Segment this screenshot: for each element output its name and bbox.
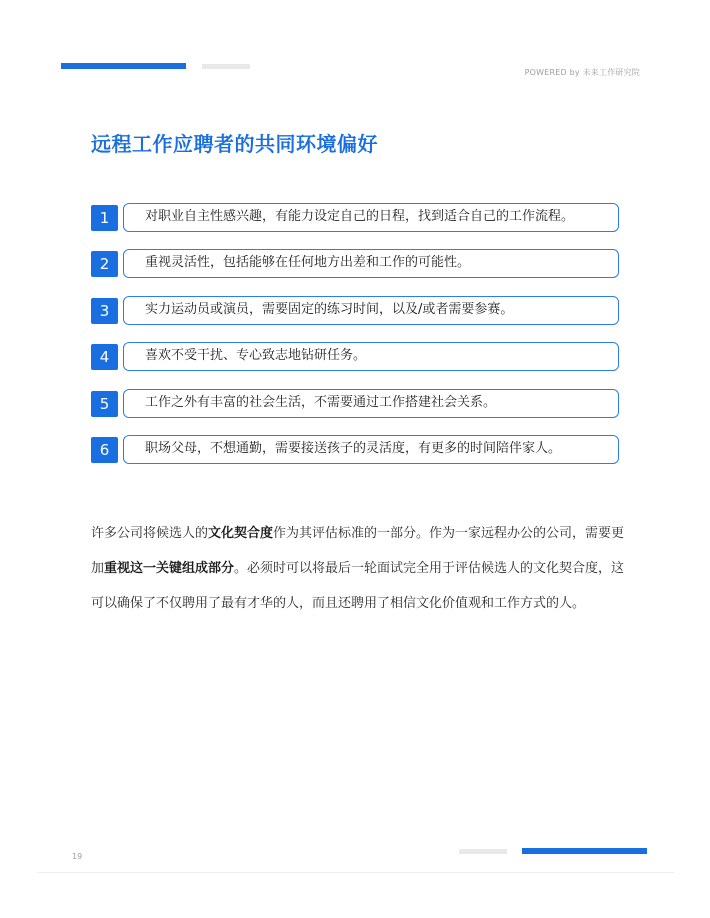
paragraph-text: 作为其评估标准的一部分。作为一家远程办公的公司，需要更加 [91,526,625,576]
preference-text: 喜欢不受干扰、专心致志地钻研任务。 [145,348,367,364]
preference-box [123,435,619,464]
preference-item [91,203,619,233]
preference-number: 3 [91,298,118,324]
preference-number: 5 [91,391,118,417]
preference-box [123,342,619,371]
bottom-accent-bar [522,848,647,854]
preference-box [123,296,619,325]
preference-item [91,435,619,465]
preference-text: 工作之外有丰富的社会生活，不需要通过工作搭建社会关系。 [145,394,497,410]
preference-box [123,249,619,278]
paragraph-text: 。必须时可以将最后一轮面试完全用于评估候选人的文化契合度，这可以确保了不仅聘用了最有才华的人，而且还聘用了相信文化价值观和工作方式的人。 [91,561,625,611]
preference-item [91,389,619,419]
preference-number: 4 [91,344,118,370]
preference-text: 职场父母，不想通勤，需要接送孩子的灵活度，有更多的时间陪伴家人。 [145,440,562,456]
body-paragraph [91,516,631,621]
top-accent-bar [61,63,186,69]
preference-item [91,342,619,372]
paragraph-emphasis: 重视这一关键组成部分 [104,561,235,576]
paragraph-emphasis: 文化契合度 [208,526,274,541]
preference-list [91,203,619,481]
powered-by-label: POWERED by 未来工作研究院 [524,68,640,77]
preference-box [123,389,619,418]
preference-text: 重视灵活性，包括能够在任何地方出差和工作的可能性。 [145,255,471,271]
top-gray-bar [202,64,250,69]
preference-number: 6 [91,437,118,463]
paragraph-text: 许多公司将候选人的 [91,526,209,541]
preference-text: 对职业自主性感兴趣，有能力设定自己的日程，找到适合自己的工作流程。 [145,209,575,224]
preference-number: 1 [91,205,118,231]
preference-item [91,249,619,279]
preference-text: 实力运动员或演员，需要固定的练习时间，以及/或者需要参赛。 [145,301,514,317]
preference-number: 2 [91,251,118,277]
preference-item [91,296,619,326]
preference-box [123,203,619,232]
bottom-gray-bar [459,849,507,854]
bottom-divider [37,872,674,873]
page-title: 远程工作应聘者的共同环境偏好 [91,132,378,156]
page-number: 19 [72,852,83,861]
